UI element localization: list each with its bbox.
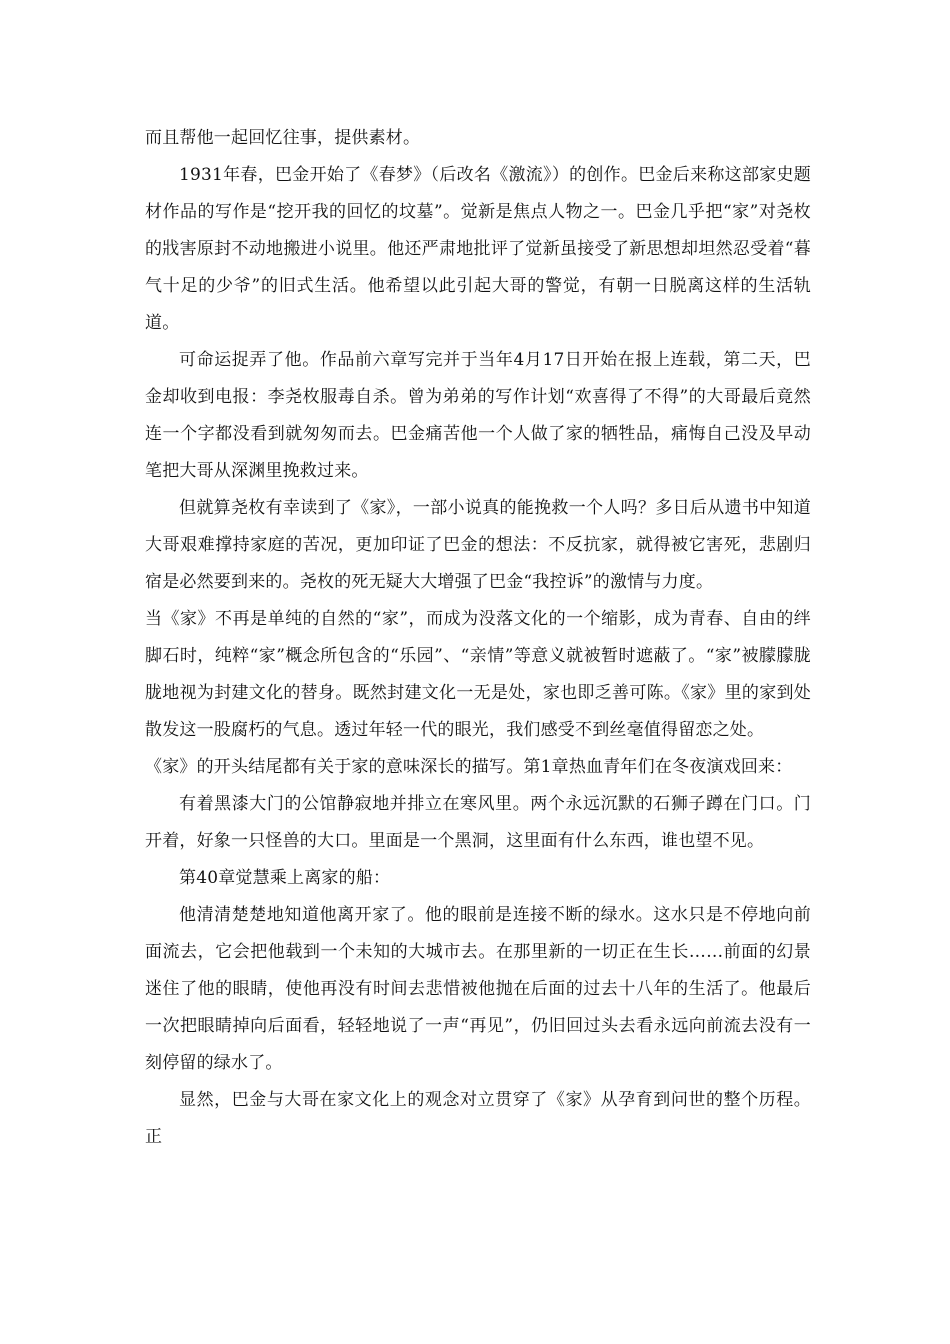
paragraph-2: 1931年春，巴金开始了《春梦》（后改名《激流》）的创作。巴金后来称这部家史题材作品的写作是“挖开我的回忆的坟墓”。觉新是焦点人物之一。巴金几乎把“家”对尧枚的戕害原封不动地搬进小说里。他还严肃地批评了觉新虽接受了新思想却坦然忍受着“暮气十足的少爷”的旧式生活。他希望以此引起大哥的警觉，有朝一日脱离这样的生活轨道。 — [145, 165, 811, 333]
paragraph-10: 显然，巴金与大哥在家文化上的观念对立贯穿了《家》从孕育到问世的整个历程。正 — [145, 1090, 811, 1147]
paragraph-4: 但就算尧枚有幸读到了《家》，一部小说真的能挽救一个人吗？多日后从遗书中知道大哥艰难撑持家庭的苦况，更加印证了巴金的想法：不反抗家，就得被它害死，悲剧归宿是必然要到来的。尧枚的死无疑大大增强了巴金“我控诉”的激情与力度。 — [145, 498, 811, 592]
paragraph-9-quote: 他清清楚楚地知道他离开家了。他的眼前是连接不断的绿水。这水只是不停地向前面流去，它会把他载到一个未知的大城市去。在那里新的一切正在生长……前面的幻景迷住了他的眼睛，使他再没有时间去悲惜被他抛在后面的过去十八年的生活了。他最后一次把眼睛掉向后面看，轻轻地说了一声“再见”，仍旧回过头去看永远向前流去没有一刻停留的绿水了。 — [145, 905, 811, 1073]
paragraph-5: 当《家》不再是单纯的自然的“家”，而成为没落文化的一个缩影，成为青春、自由的绊脚石时，纯粹“家”概念所包含的“乐园”、“亲情”等意义就被暂时遮蔽了。“家”被朦朦胧胧地视为封建文化的替身。既然封建文化一无是处，家也即乏善可陈。《家》里的家到处散发这一股腐朽的气息。透过年轻一代的眼光，我们感受不到丝毫值得留恋之处。 — [145, 609, 811, 740]
paragraph-1: 而且帮他一起回忆往事，提供素材。 — [145, 128, 421, 148]
paragraph-6: 《家》的开头结尾都有关于家的意味深长的描写。第1章热血青年们在冬夜演戏回来： — [145, 757, 793, 777]
paragraph-7-quote: 有着黑漆大门的公馆静寂地并排立在寒风里。两个永远沉默的石狮子蹲在门口。门开着，好象一只怪兽的大口。里面是一个黑洞，这里面有什么东西，谁也望不见。 — [145, 794, 811, 851]
document-body — [145, 120, 811, 1156]
paragraph-3: 可命运捉弄了他。作品前六章写完并于当年4月17日开始在报上连载，第二天，巴金却收到电报：李尧枚服毒自杀。曾为弟弟的写作计划“欢喜得了不得”的大哥最后竟然连一个字都没看到就匆匆而去。巴金痛苦他一个人做了家的牺牲品，痛悔自己没及早动笔把大哥从深渊里挽救过来。 — [145, 350, 811, 481]
paragraph-8: 第40章觉慧乘上离家的船： — [179, 868, 391, 888]
